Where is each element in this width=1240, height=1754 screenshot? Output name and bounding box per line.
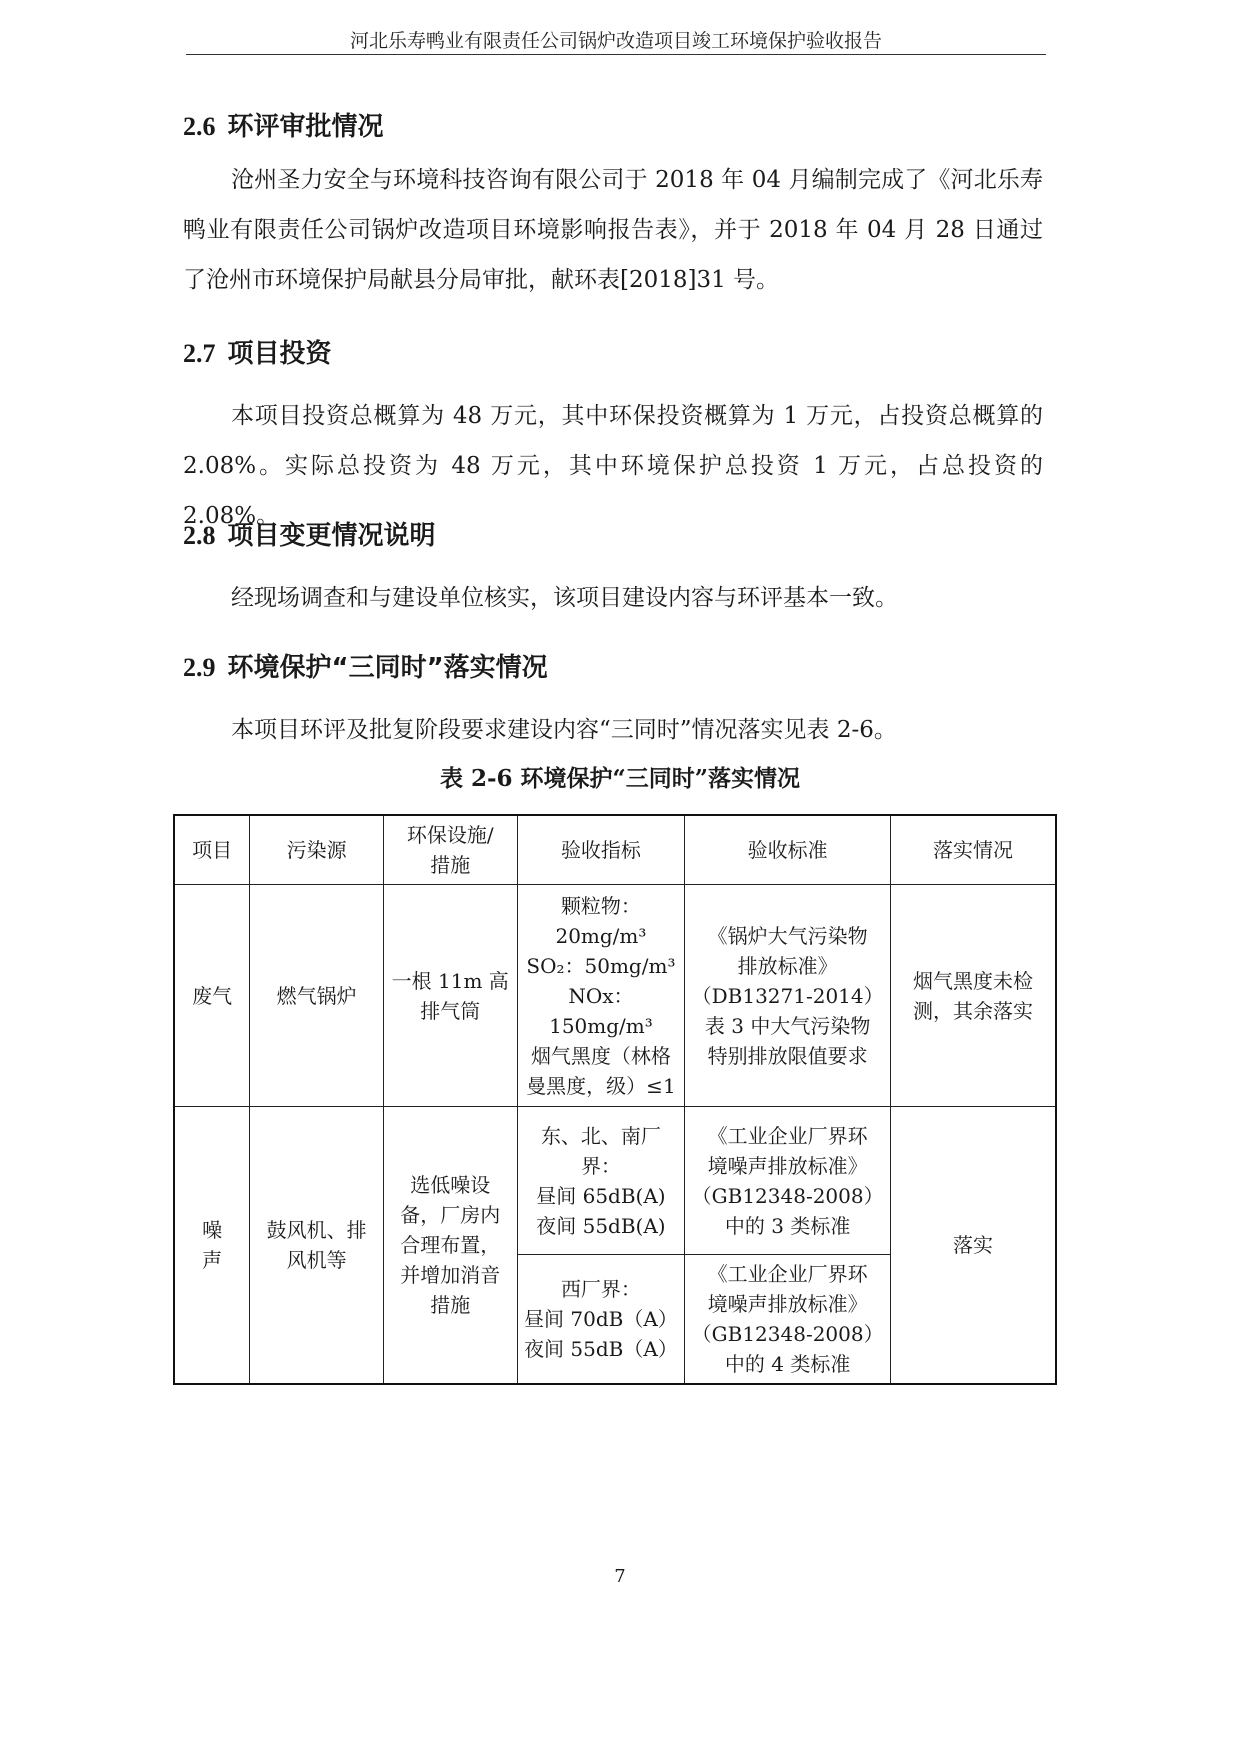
section-number: 2.9 [183, 653, 216, 682]
indicator-line: 曼黑度，级）≤1 [526, 1073, 676, 1098]
header-cell-status: 落实情况 [890, 815, 1056, 885]
header-cell-source: 污染源 [250, 815, 384, 885]
cell-standard: 《工业企业厂界环 境噪声排放标准》 （GB12348-2008） 中的 3 类标准 [685, 1107, 891, 1255]
cell-standard: 《工业企业厂界环 境噪声排放标准》 （GB12348-2008） 中的 4 类标准 [685, 1255, 891, 1385]
indicator-line: NOx：150mg/m³ [549, 983, 653, 1038]
cell-indicator: 东、北、南厂界： 昼间 65dB(A) 夜间 55dB(A) [517, 1107, 685, 1255]
cell-facility: 一根 11m 高 排气筒 [383, 885, 517, 1107]
cell-item: 废气 [174, 885, 250, 1107]
section-heading-2-9 [183, 647, 548, 684]
section-number: 2.8 [183, 521, 216, 550]
three-simultaneous-table [173, 814, 1057, 1385]
section-number: 2.7 [183, 339, 216, 368]
header-cell-item: 项目 [174, 815, 250, 885]
section-paragraph-2-7: 本项目投资总概算为 48 万元，其中环保投资概算为 1 万元，占投资总概算的 2.08%。实际总投资为 48 万元，其中环境保护总投资 1 万元，占总投资的 2.08%。 [183, 403, 1043, 529]
section-title: 环境保护“三同时”落实情况 [227, 653, 548, 683]
cell-indicator [517, 885, 685, 1107]
section-title: 项目投资 [227, 339, 332, 369]
cell-status: 烟气黑度未检 测，其余落实 [890, 885, 1056, 1107]
table-row-exhaust-gas [174, 885, 1056, 1107]
section-heading-2-7 [183, 333, 332, 370]
cell-status: 落实 [890, 1107, 1056, 1385]
section-paragraph-2-8: 经现场调查和与建设单位核实，该项目建设内容与环评基本一致。 [231, 585, 898, 611]
indicator-line: 烟气黑度（林格 [530, 1043, 671, 1068]
header-cell-indicator: 验收指标 [517, 815, 685, 885]
section-heading-2-8 [183, 515, 436, 552]
indicator-line: 20mg/m³ [555, 923, 647, 948]
cell-facility: 选低噪设 备，厂房内 合理布置， 并增加消音 措施 [383, 1107, 517, 1385]
section-number: 2.6 [183, 112, 216, 141]
header-cell-standard: 验收标准 [685, 815, 891, 885]
section-paragraph-2-9: 本项目环评及批复阶段要求建设内容“三同时”情况落实见表 2-6。 [231, 717, 897, 743]
header-rule [186, 54, 1046, 55]
cell-source: 燃气锅炉 [250, 885, 384, 1107]
section-title: 环评审批情况 [227, 112, 384, 142]
indicator-line: 颗粒物： [560, 893, 641, 918]
running-header: 河北乐寿鸭业有限责任公司锅炉改造项目竣工环境保护验收报告 [349, 30, 882, 52]
cell-standard: 《锅炉大气污染物 排放标准》 （DB13271-2014） 表 3 中大气污染物 特别排放限值要求 [685, 885, 891, 1107]
section-heading-2-6 [183, 106, 384, 143]
cell-source: 鼓风机、排 风机等 [250, 1107, 384, 1385]
indicator-line: SO₂：50mg/m³ [526, 953, 676, 978]
page-number: 7 [614, 1566, 626, 1587]
section-paragraph-2-6: 沧州圣力安全与环境科技咨询有限公司于 2018 年 04 月编制完成了《河北乐寿鸭业有限责任公司锅炉改造项目环境影响报告表》，并于 2018 年 04 月 28 日通过了沧州市环境保护局献县分局审批，献环表[2018]31 号。 [183, 167, 1043, 293]
table-row-noise [174, 1107, 1056, 1255]
cell-indicator: 西厂界： 昼间 70dB（A） 夜间 55dB（A） [517, 1255, 685, 1385]
section-title: 项目变更情况说明 [227, 521, 436, 551]
table-caption: 表 2-6 环境保护“三同时”落实情况 [439, 765, 801, 792]
header-cell-facility: 环保设施/ 措施 [383, 815, 517, 885]
cell-item: 噪 声 [174, 1107, 250, 1385]
table-header-row [174, 815, 1056, 885]
